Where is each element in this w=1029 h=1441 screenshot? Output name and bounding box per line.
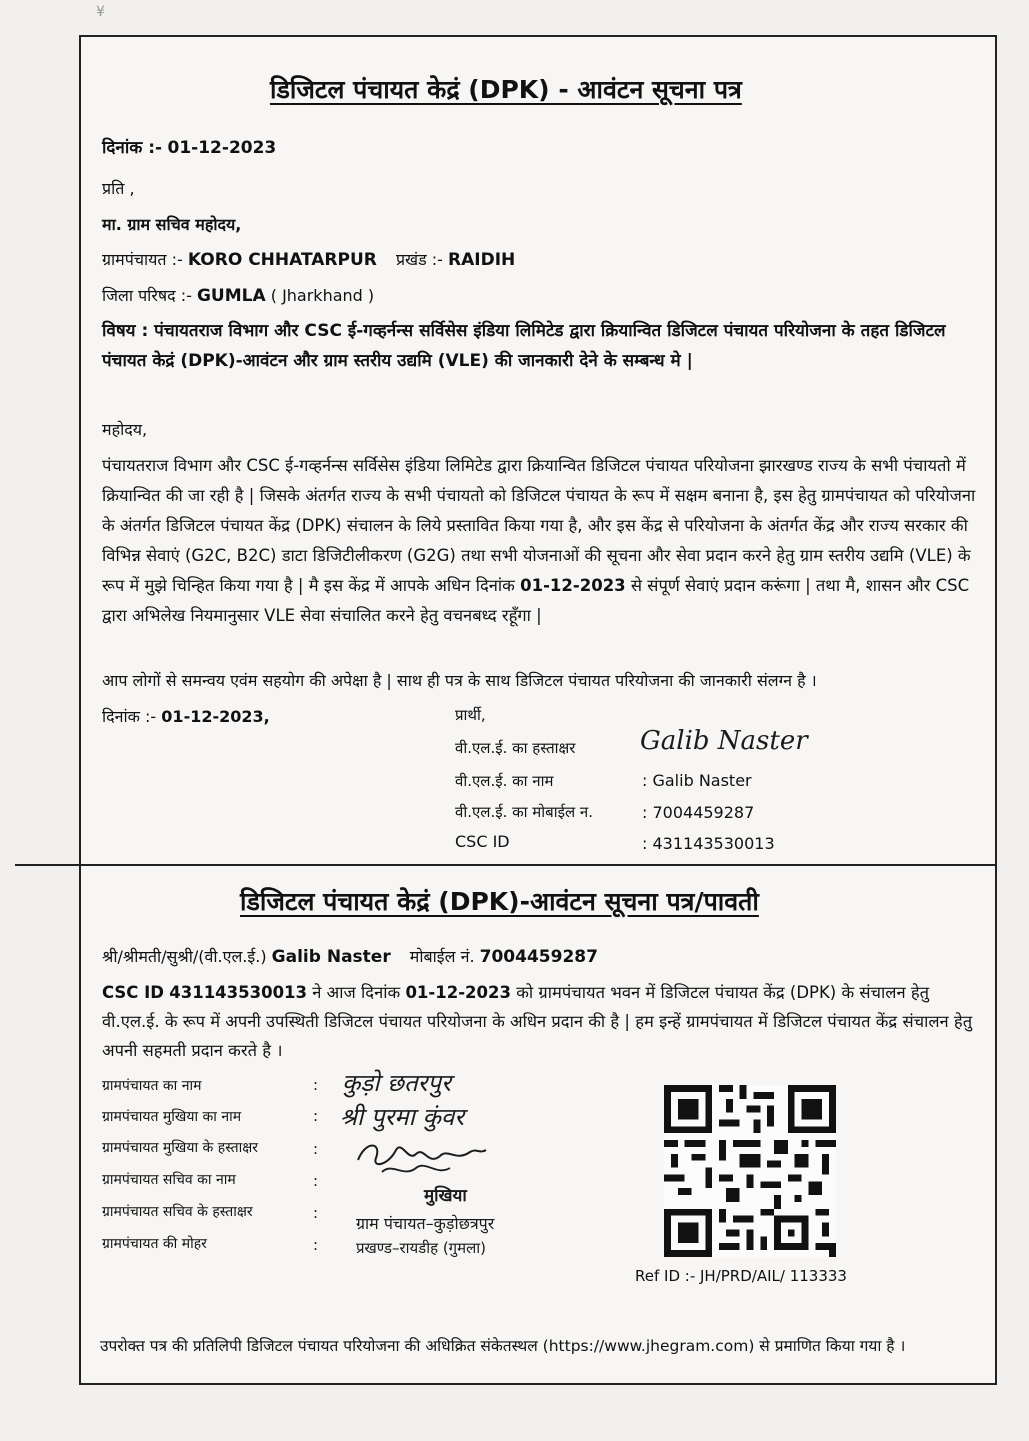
ack-part1: ने आज दिनांक — [312, 983, 401, 1002]
section-divider — [15, 864, 995, 866]
acknowledgement-title: डिजिटल पंचायत केद्रं (DPK)-आवंटन सूचना पत्र/पावती — [240, 887, 759, 916]
letter-date — [102, 135, 276, 158]
body-part1: पंचायतराज विभाग और CSC ई-गव्हर्नन्स सर्विसेस इंडिया लिमिटेड द्वारा क्रियान्वित डिजिटल पंचायत परियोजना झारखण्ड राज्य के सभी पंचायतो में क्रियान्वित की जा रही है | जिसके अंतर्गत राज्य के सभी पंचायतो को डिजिटल पंचायत के रूप में सक्षम बनाना है, इस हेतु ग्रामपंचायत को परियोजना के अंतर्गत डिजिटल पंचायत केंद्र (DPK) संचालन के लिये प्रस्तावित किया गया है, और इस केंद्र से परियोजना के अंतर्गत केंद्र और राज्य सरकार की विभिन्न सेवाएं (G2C, B2C) डाटा डिजिटीलीकरण (G2G) तथा सभी योजनाओं की सूचना और सेवा प्रदान करने हेतु ग्राम स्तरीय उद्यमि (VLE) के रूप में मुझे चिन्हित किया गया है | मै इस केंद्र में आपके अधिन दिनांक — [102, 456, 976, 595]
handwritten-gp-name: कुड़ो छतरपुर — [342, 1069, 451, 1097]
vle-mobile-label: वी.एल.ई. का मोबाईल न. — [455, 803, 594, 821]
vle-name-label: वी.एल.ई. का नाम — [455, 772, 554, 790]
ack-date: 01-12-2023 — [405, 983, 511, 1002]
closing-line: आप लोगों से समन्वय एवंम सहयोग की अपेक्षा है | साथ ही पत्र के साथ डिजिटल पंचायत परियोजना की जानकारी संलग्न है । — [102, 671, 817, 690]
field-label-mukhiya-signature: ग्रामपंचायत मुखिया के हस्ताक्षर — [102, 1140, 259, 1156]
vle-signature: Galib Naster — [640, 726, 808, 756]
mukhiya-signature — [352, 1132, 492, 1184]
mobile-label: मोबाईल नं. — [409, 947, 475, 966]
vle-identity-line — [102, 945, 598, 967]
vle-name: Galib Naster — [271, 947, 391, 967]
field-label-secretary-name: ग्रामपंचायत सचिव का नाम — [102, 1172, 236, 1188]
mobile-value: 7004459287 — [479, 947, 598, 967]
reference-id: Ref ID :- JH/PRD/AIL/ 113333 — [635, 1267, 847, 1285]
subject-line: विषय : पंचायतराज विभाग और CSC ई-गव्हर्नन्स सर्विसेस इंडिया लिमिटेड द्वारा क्रियान्वित डिजिटल पंचायत परियोजना के तहत डिजिटल पंचायत केद्रं (DPK)-आवंटन और ग्राम स्तरीय उद्यमि (VLE) की जानकारी देने के सम्बन्ध मे | — [102, 321, 946, 371]
ack-csc-label: CSC ID — [102, 983, 164, 1002]
csc-id-value: : 431143530013 — [642, 834, 775, 853]
footer-date — [102, 705, 270, 727]
body-part2: से संपूर्ण सेवाएं प्रदान करूंगा | तथा मै, शासन और CSC द्वारा अभिलेख नियमानुसार VLE सेवा संचालित करने हेतु वचनबध्द रहूँगा | — [102, 576, 970, 625]
acknowledgement-body — [102, 978, 982, 1065]
body-date: 01-12-2023 — [520, 576, 626, 595]
vle-mobile-value: : 7004459287 — [642, 803, 755, 822]
salutation: महोदय, — [102, 420, 148, 439]
date-value: 01-12-2023 — [167, 138, 277, 158]
seal-line-block: प्रखण्ड–रायडीह (गुमला) — [356, 1239, 486, 1257]
field-label-seal: ग्रामपंचायत की मोहर — [102, 1236, 207, 1252]
ack-csc-value: 431143530013 — [169, 983, 308, 1002]
field-colon: : — [313, 1204, 319, 1222]
seal-line-gp: ग्राम पंचायत–कुड़ोछत्रपुर — [356, 1214, 495, 1233]
vle-name-value: : Galib Naster — [642, 771, 752, 790]
district-value: GUMLA — [196, 286, 266, 306]
date-label: दिनांक :- — [102, 138, 163, 158]
handwritten-mukhiya-name: श्री पुरमा कुंवर — [340, 1103, 465, 1131]
qr-code — [664, 1085, 836, 1257]
field-colon: : — [313, 1236, 319, 1254]
gp-value: KORO CHHATARPUR — [187, 250, 377, 270]
letter-body — [102, 451, 988, 631]
field-colon: : — [313, 1107, 319, 1125]
district-line — [102, 284, 374, 306]
vle-prefix: श्री/श्रीमती/सुश्री/(वी.एल.ई.) — [102, 947, 267, 966]
district-label: जिला परिषद :- — [102, 286, 192, 305]
field-label-gp-name: ग्रामपंचायत का नाम — [102, 1078, 202, 1094]
seal-title: मुखिया — [424, 1186, 467, 1206]
footer-date-label: दिनांक :- — [102, 707, 157, 726]
recipient-title: मा. ग्राम सचिव महोदय, — [102, 215, 242, 234]
gp-label: ग्रामपंचायत :- — [102, 250, 183, 269]
state-value: ( Jharkhand ) — [270, 286, 375, 305]
field-colon: : — [313, 1172, 319, 1190]
block-value: RAIDIH — [448, 250, 516, 270]
footer-date-value: 01-12-2023, — [161, 707, 270, 726]
applicant-label: प्रार्थी, — [455, 706, 486, 724]
page-top-mark: ¥ — [96, 4, 105, 20]
allocation-letter-title: डिजिटल पंचायत केद्रं (DPK) - आवंटन सूचना पत्र — [270, 75, 742, 104]
field-colon: : — [313, 1140, 319, 1158]
field-colon: : — [313, 1076, 319, 1094]
gram-panchayat-line — [102, 248, 515, 270]
field-label-mukhiya-name: ग्रामपंचायत मुखिया का नाम — [102, 1109, 242, 1125]
footer-note: उपरोक्त पत्र की प्रतिलिपी डिजिटल पंचायत परियोजना की अधिक्रित संकेतस्थल (https://www.jhegram.com) से प्रमाणित किया गया है । — [100, 1337, 906, 1355]
field-label-secretary-signature: ग्रामपंचायत सचिव के हस्ताक्षर — [102, 1204, 253, 1220]
ack-part2: को ग्रामपंचायत भवन में डिजिटल पंचायत केंद्र (DPK) के संचालन हेतु वी.एल.ई. के रूप में अपनी उपस्थिती डिजिटल पंचायत परियोजना के अधिन प्रदान की है | हम इन्हें ग्रामपंचायत में डिजिटल पंचायत केंद्र संचालन हेतु अपनी सहमती प्रदान करते है । — [102, 983, 973, 1060]
vle-signature-label: वी.एल.ई. का हस्ताक्षर — [455, 739, 576, 757]
csc-id-label: CSC ID — [455, 832, 510, 851]
block-label: प्रखंड :- — [395, 250, 443, 269]
recipient-prefix: प्रति , — [102, 179, 135, 198]
